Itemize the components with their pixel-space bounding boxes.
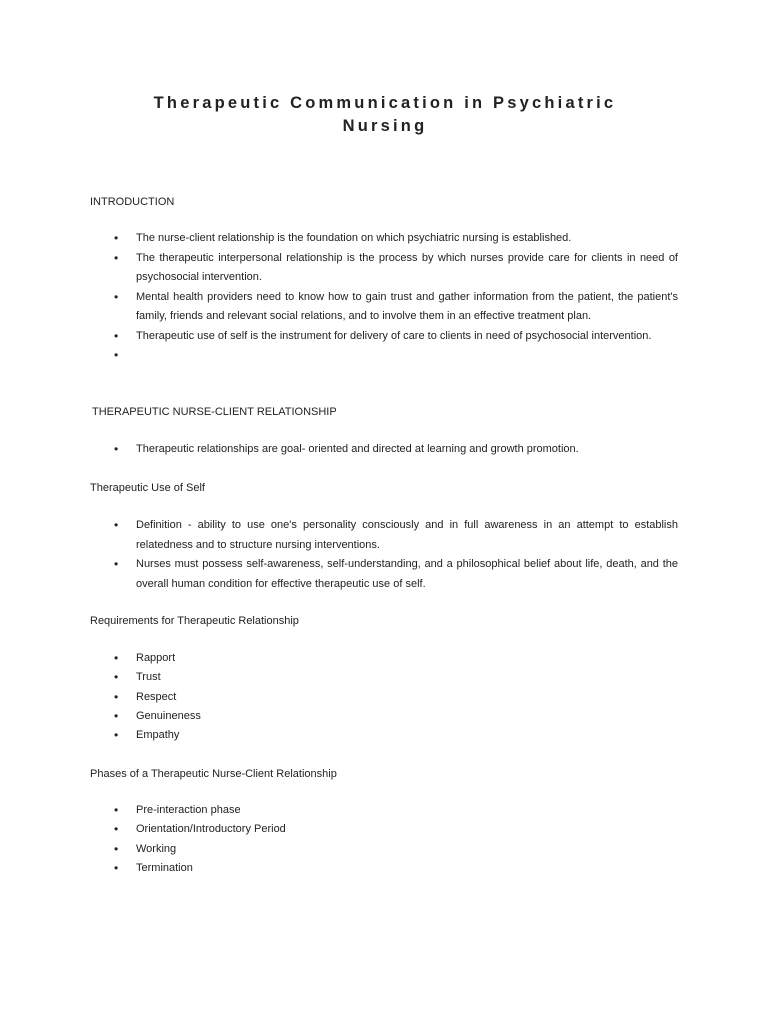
- list-item: • Trust: [90, 668, 678, 687]
- section-heading-use-of-self: Therapeutic Use of Self: [90, 482, 205, 494]
- list-item: • Therapeutic use of self is the instrument for delivery of care to clients in need of psychosocial intervention.: [90, 327, 678, 347]
- requirements-list: [90, 649, 678, 745]
- list-item: • Mental health providers need to know how to gain trust and gather information from the patient, the patient's family, friends and relevant social relations, and to involve them in an effective treatment plan.: [90, 288, 678, 327]
- list-item: • The therapeutic interpersonal relationship is the process by which nurses provide care for clients in need of psychosocial intervention.: [90, 249, 678, 288]
- section-heading-requirements: Requirements for Therapeutic Relationship: [90, 615, 299, 627]
- list-item: • Rapport: [90, 649, 678, 668]
- list-item: • Genuineness: [90, 707, 678, 726]
- list-item: • Definition - ability to use one's personality consciously and in full awareness in an attempt to establish relatedness and to structure nursing interventions.: [90, 516, 678, 555]
- phases-list: [90, 801, 678, 878]
- list-item: • Pre-interaction phase: [90, 801, 678, 820]
- section-heading-introduction: INTRODUCTION: [90, 196, 175, 208]
- section-heading-phases: Phases of a Therapeutic Nurse-Client Relationship: [90, 768, 337, 780]
- list-item: • Working: [90, 840, 678, 859]
- list-item: • Therapeutic relationships are goal- oriented and directed at learning and growth promotion.: [90, 440, 678, 460]
- list-item: • The nurse-client relationship is the foundation on which psychiatric nursing is established.: [90, 229, 678, 249]
- use-of-self-list: [90, 516, 678, 594]
- list-item: • Empathy: [90, 726, 678, 745]
- document-title: Therapeutic Communication in Psychiatric Nursing: [153, 94, 617, 135]
- list-item: • Termination: [90, 859, 678, 878]
- section-heading-relationship: THERAPEUTIC NURSE-CLIENT RELATIONSHIP: [92, 406, 337, 418]
- relationship-list: [90, 440, 678, 460]
- list-item: • Nurses must possess self-awareness, self-understanding, and a philosophical belief about life, death, and the overall human condition for effective therapeutic use of self.: [90, 555, 678, 594]
- introduction-list: [90, 229, 678, 346]
- list-item: • Respect: [90, 688, 678, 707]
- list-item: • Orientation/Introductory Period: [90, 820, 678, 839]
